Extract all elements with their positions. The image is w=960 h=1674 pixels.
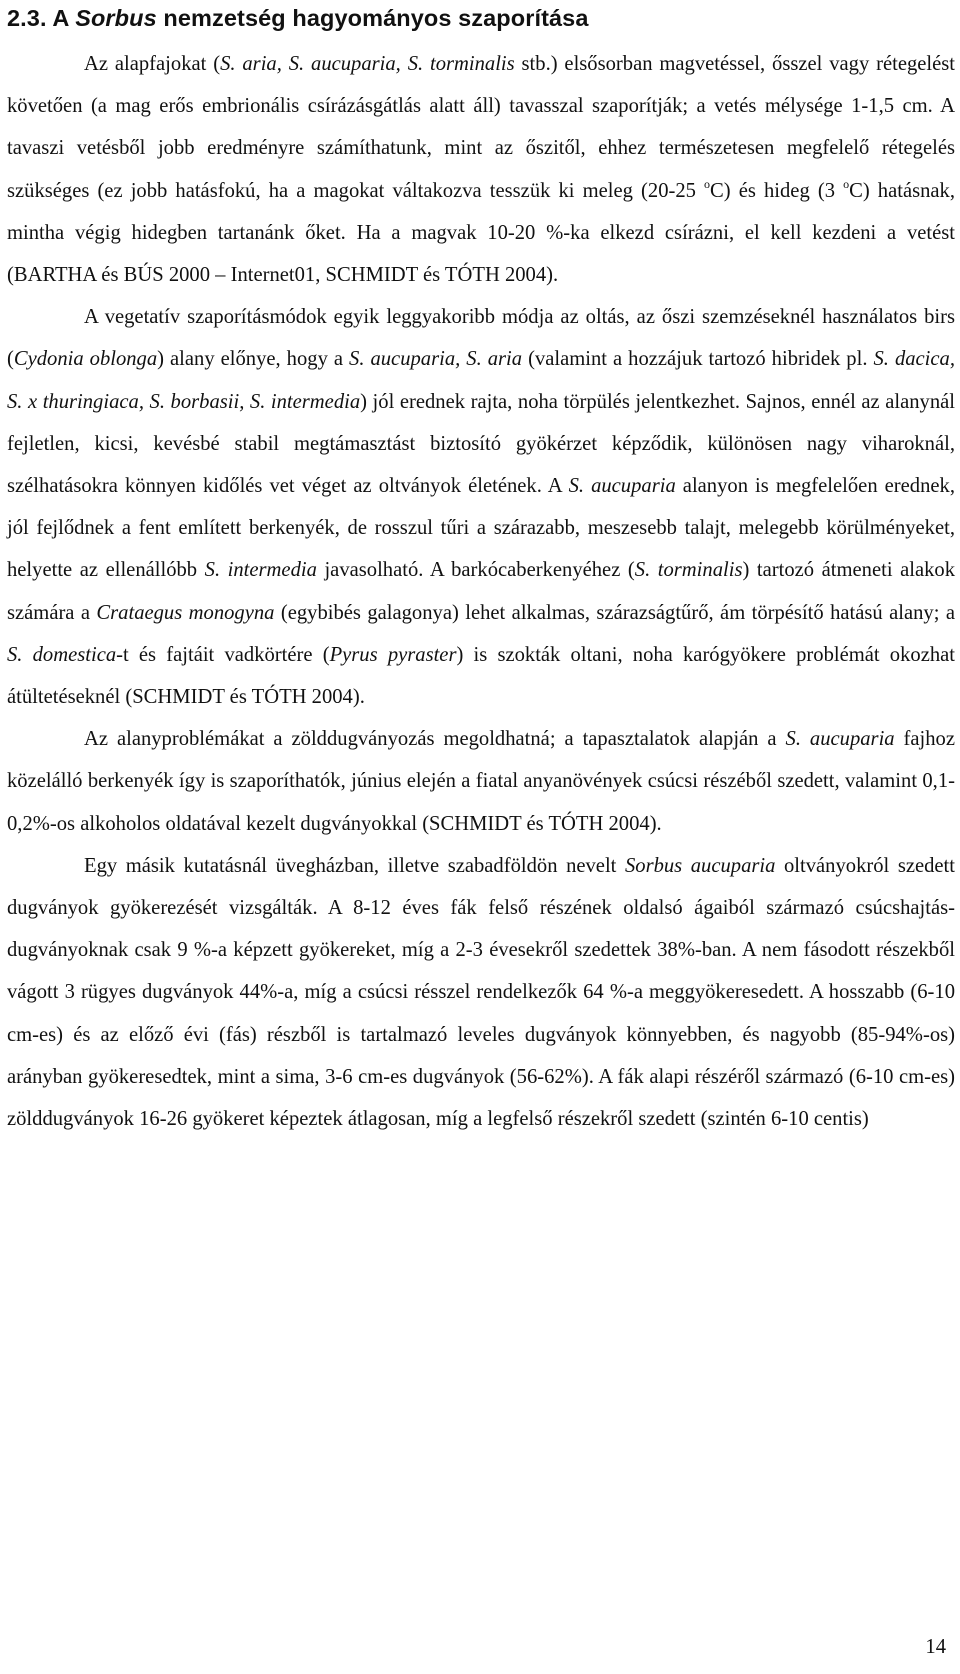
- italic-run: Crataegus monogyna: [96, 601, 275, 624]
- italic-run: S. torminalis: [634, 559, 743, 582]
- italic-run: Pyrus pyraster: [329, 643, 457, 666]
- text-run: C) hatásnak, mintha végig hidegben tartanánk őket. Ha a magvak 10-20 %-ka elkezd csírázni, el kell kezdeni a vetést (BARTHA és BÚS 2000 – Internet01, SCHMIDT és TÓTH 2004).: [7, 179, 955, 287]
- section-heading: [7, 0, 955, 34]
- paragraph-seed-propagation: [7, 43, 955, 296]
- italic-run: Sorbus aucuparia: [624, 854, 776, 877]
- italic-run: S. dacica, S. x thuringiaca, S. borbasii, S. intermedia: [7, 348, 955, 413]
- text-run: (egybibés galagonya) lehet alkalmas, szárazságtűrő, ám törpésítő hatású alany; a: [274, 601, 955, 624]
- heading-number: 2.3. A: [7, 5, 76, 31]
- text-run: ) is szokták oltani, noha karógyökere problémát okozhat átültetéseknél (SCHMIDT és TÓTH 2004).: [7, 643, 955, 709]
- italic-run: S. aucuparia: [785, 728, 895, 751]
- text-run: Az alanyproblémákat a zölddugványozás megoldhatná; a tapasztalatok alapján a: [84, 728, 786, 751]
- text-run: ) jól erednek rajta, noha törpülés jelentkezhet. Sajnos, ennél az alanynál fejletlen, kicsi, kevésbé stabil megtámasztást biztosító gyökérzet képződik, különösen nagy viharoknál, szélhatásokra könnyen kidőlés vet véget az oltványok életének. A: [7, 390, 955, 498]
- text-run: Egy másik kutatásnál üvegházban, illetve szabadföldön nevelt: [84, 854, 625, 877]
- text-run: ) tartozó átmeneti alakok számára a: [7, 559, 955, 624]
- superscript-run: o: [704, 176, 711, 191]
- heading-title: nemzetség hagyományos szaporítása: [156, 5, 589, 31]
- paragraph-cutting-study: [7, 845, 955, 1140]
- document-page: [7, 0, 955, 1140]
- text-run: -t és fajtáit vadkörtére (: [116, 643, 330, 666]
- text-run: oltványokról szedett dugványok gyökerezését vizsgálták. A 8-12 éves fák felső részének oldalsó ágaiból származó csúcshajtás-dugványoknak csak 9 %-a képzett gyökereket, míg a 2-3 évesekről szedettek 38%-ban. A nem fásodott részekből vágott 3 rügyes dugványok 44%-a, míg a csúcsi résszel rendelkezők 64 %-a meggyökeresedett. A hosszabb (6-10 cm-es) és az előző évi (fás) részből is tartalmazó leveles dugványok könnyebben, és nagyobb (85-94%-os) arányban gyökeresedtek, mint a sima, 3-6 cm-es dugványok (56-62%). A fák alapi részéről származó (6-10 cm-es) zölddugványok 16-26 gyökeret képeztek átlagosan, míg a legfelső részekről szedett (szintén 6-10 centis): [7, 854, 955, 1131]
- text-run: fajhoz közelálló berkenyék így is szaporíthatók, június elején a fiatal anyanövények csúcsi részéből szedett, valamint 0,1-0,2%-os alkoholos oldatával kezelt dugványokkal (SCHMIDT és TÓTH 2004).: [7, 728, 955, 835]
- text-run: (valamint a hozzájuk tartozó hibridek pl.: [522, 348, 874, 371]
- text-run: Az alapfajokat (: [84, 53, 221, 75]
- paragraph-green-cuttings: [7, 718, 955, 845]
- paragraph-grafting: [7, 296, 955, 718]
- italic-run: S. aria, S. aucuparia, S. torminalis: [220, 53, 515, 75]
- heading-genus: Sorbus: [75, 5, 157, 31]
- text-run: C) és hideg (3: [710, 179, 844, 202]
- text-run: stb.) elsősorban magvetéssel, ősszel vagy rétegelést követően (a mag erős embrionális csírázásgátlás alatt áll) tavasszal szaporítják; a vetés mélysége 1-1,5 cm. A tavaszi vetésből jobb eredményre számíthatunk, mint az őszitől, ehhez természetesen megfelelő rétegelés szükséges (ez jobb hatásfokú, ha a magokat váltakozva tesszük ki meleg (20-25: [7, 53, 955, 202]
- italic-run: S. aucuparia, S. aria: [349, 348, 523, 371]
- text-run: alanyon is megfelelően erednek, jól fejlődnek a fent említett berkenyék, de rosszul tűri a szárazabb, meszesebb talajt, melegebb körülményeket, helyette az ellenállóbb: [7, 475, 955, 582]
- superscript-run: o: [843, 176, 850, 191]
- text-run: A vegetatív szaporításmódok egyik leggyakoribb módja az oltás, az őszi szemzéseknél használatos birs (: [7, 306, 955, 371]
- italic-run: S. domestica: [7, 643, 117, 666]
- italic-run: S. aucuparia: [568, 475, 676, 498]
- page-number: 14: [925, 1636, 946, 1658]
- text-run: javasolható. A barkócaberkenyéhez (: [316, 559, 635, 582]
- text-run: ) alany előnye, hogy a: [157, 348, 350, 371]
- italic-run: S. intermedia: [204, 559, 317, 582]
- italic-run: Cydonia oblonga: [13, 348, 158, 371]
